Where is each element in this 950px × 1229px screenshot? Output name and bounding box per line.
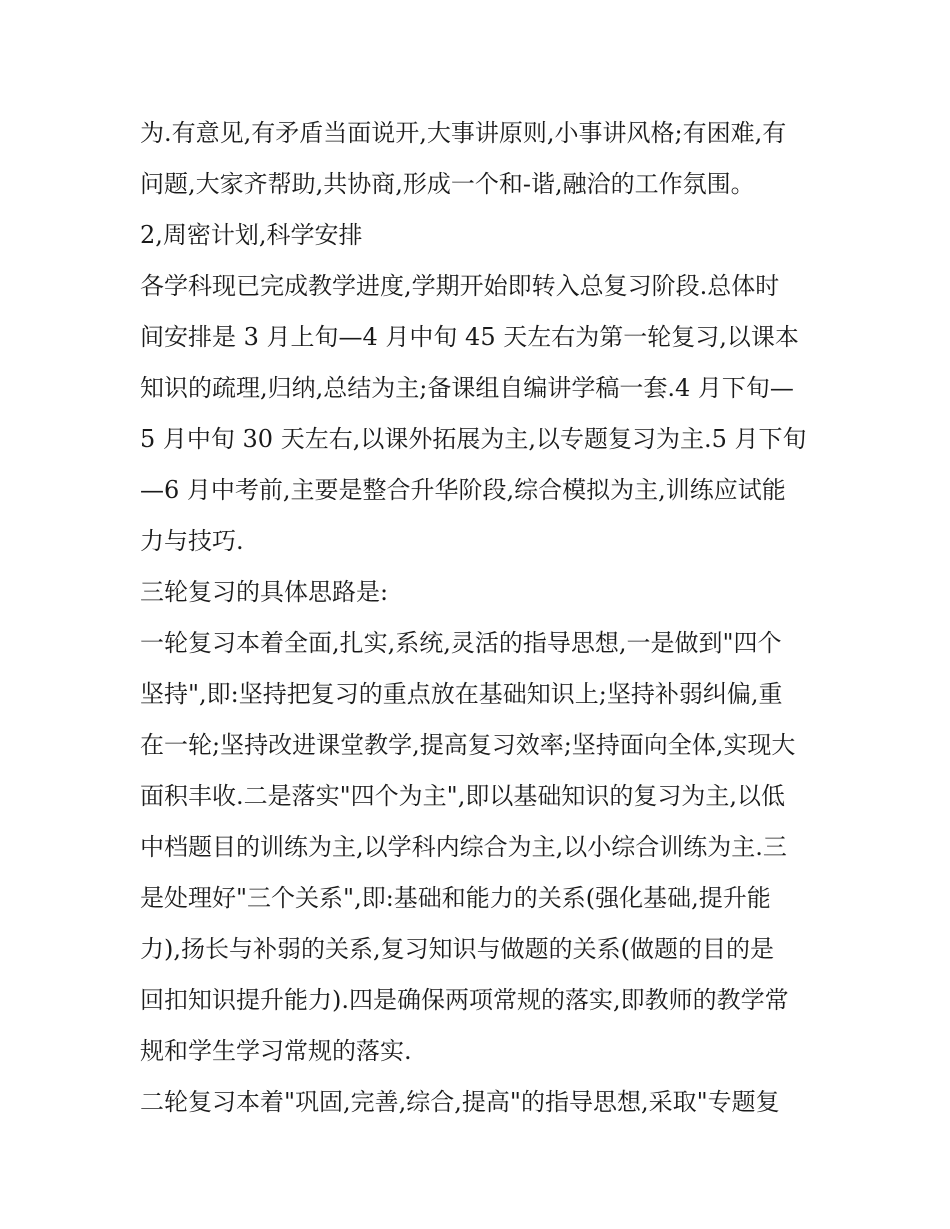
text-line: 5 月中旬 30 天左右,以课外拓展为主,以专题复习为主.5 月下旬 xyxy=(140,425,807,453)
document-body xyxy=(140,108,820,1128)
text-line: —6 月中考前,主要是整合升华阶段,综合模拟为主,训练应试能 xyxy=(140,476,786,504)
text-line: 二轮复习本着"巩固,完善,综合,提高"的指导思想,采取"专题复 xyxy=(140,1088,780,1116)
text-line: 是处理好"三个关系",即:基础和能力的关系(强化基础,提升能 xyxy=(140,884,771,912)
text-line: 知识的疏理,归纳,总结为主;备课组自编讲学稿一套.4 月下旬— xyxy=(140,374,794,402)
text-line: 在一轮;坚持改进课堂教学,提高复习效率;坚持面向全体,实现大 xyxy=(140,731,796,759)
text-line: 规和学生学习常规的落实. xyxy=(140,1037,412,1065)
text-line: 一轮复习本着全面,扎实,系统,灵活的指导思想,一是做到"四个 xyxy=(140,629,782,657)
section-heading: 2,周密计划,科学安排 xyxy=(140,221,363,249)
text-line: 为.有意见,有矛盾当面说开,大事讲原则,小事讲风格;有困难,有 xyxy=(140,119,787,147)
text-line: 回扣知识提升能力).四是确保两项常规的落实,即教师的教学常 xyxy=(140,986,789,1014)
text-line: 各学科现已完成教学进度,学期开始即转入总复习阶段.总体时 xyxy=(140,272,780,300)
text-line: 三轮复习的具体思路是: xyxy=(140,578,389,606)
text-line: 力),扬长与补弱的关系,复习知识与做题的关系(做题的目的是 xyxy=(140,935,774,963)
text-line: 中档题目的训练为主,以学科内综合为主,以小综合训练为主.三 xyxy=(140,833,787,861)
text-line: 间安排是 3 月上旬—4 月中旬 45 天左右为第一轮复习,以课本 xyxy=(140,323,799,351)
text-line: 坚持",即:坚持把复习的重点放在基础知识上;坚持补弱纠偏,重 xyxy=(140,680,783,708)
text-line: 面积丰收.二是落实"四个为主",即以基础知识的复习为主,以低 xyxy=(140,782,785,810)
text-line: 力与技巧. xyxy=(140,527,244,555)
text-line: 问题,大家齐帮助,共协商,形成一个和-谐,融洽的工作氛围。 xyxy=(140,170,755,198)
